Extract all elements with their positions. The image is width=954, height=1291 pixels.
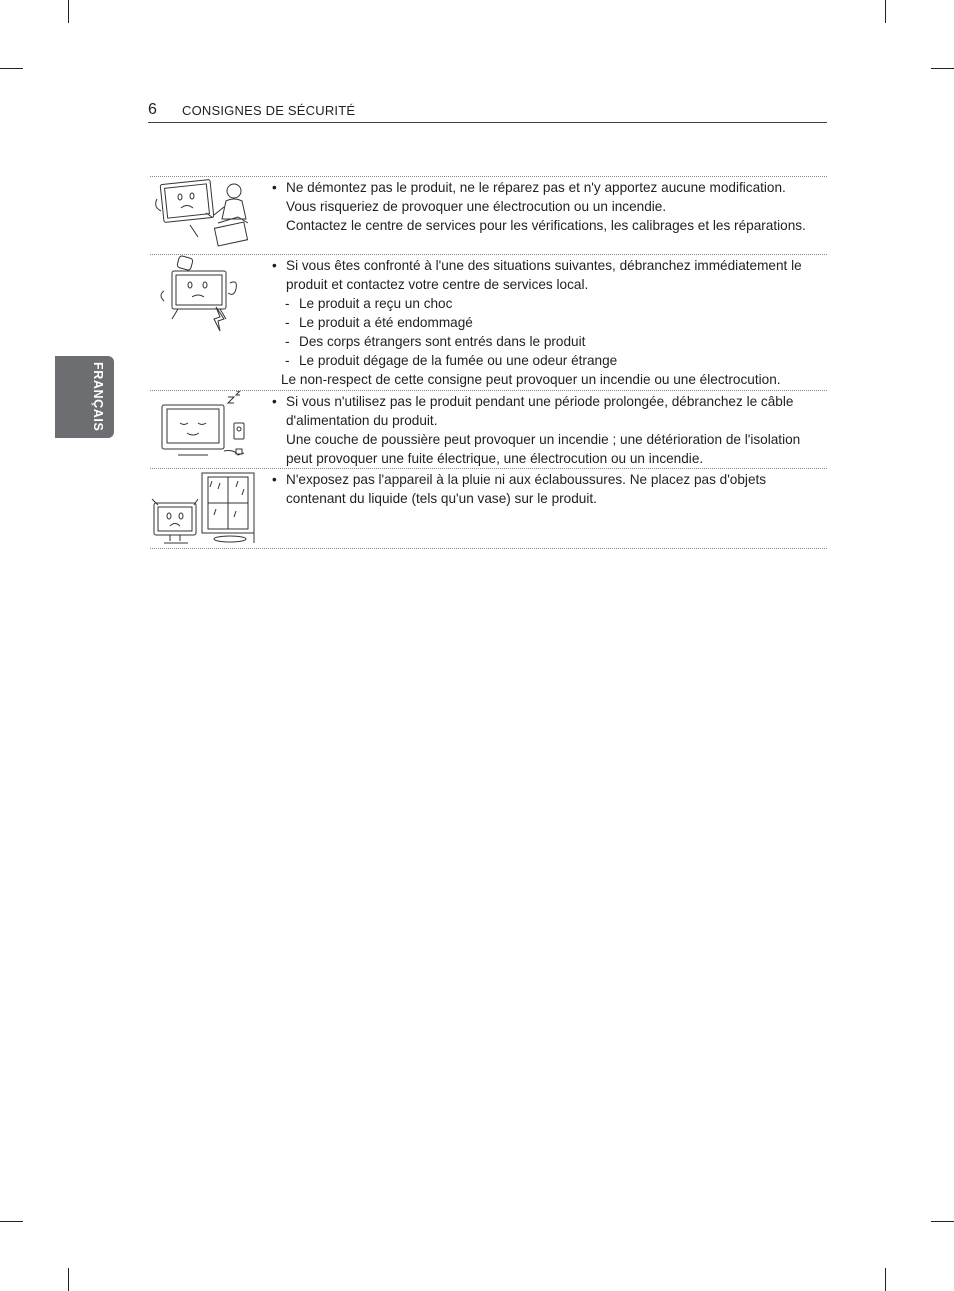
- sleeping-tv-icon: [150, 391, 260, 468]
- bullet-item: [270, 470, 817, 508]
- crop-mark: [885, 0, 886, 23]
- tv-rain-illustration: [150, 469, 260, 548]
- language-label: FRANÇAIS: [91, 362, 105, 432]
- paragraph: Contactez le centre de services pour les vérifications, les calibrages et les réparations.: [286, 218, 806, 233]
- bullet-mark: •: [272, 180, 277, 195]
- page-header: [148, 100, 827, 123]
- crop-mark: [68, 1268, 69, 1291]
- bullet-mark: •: [272, 258, 277, 273]
- safety-text: [270, 392, 817, 468]
- crop-mark: [931, 1221, 954, 1222]
- warning-note: Le non-respect de cette consigne peut provoquer un incendie ou une électrocution.: [281, 372, 781, 387]
- crop-mark: [68, 0, 69, 23]
- dash-mark: -: [285, 353, 290, 368]
- safety-text: [270, 178, 817, 235]
- safety-row-emergency: [150, 255, 827, 391]
- bullet-item: [270, 178, 817, 235]
- dash-item: [270, 351, 817, 370]
- paragraph: Ne démontez pas le produit, ne le réparez pas et n'y apportez aucune modification.: [286, 180, 786, 195]
- bullet-item: [270, 392, 817, 468]
- dash-item-text: Le produit dégage de la fumée ou une odeur étrange: [299, 353, 618, 368]
- crop-mark: [0, 1221, 23, 1222]
- safety-row-disassembly: [150, 177, 827, 255]
- section-title: CONSIGNES DE SÉCURITÉ: [182, 103, 356, 118]
- dash-item-text: Des corps étrangers sont entrés dans le produit: [299, 334, 586, 349]
- paragraph: Si vous êtes confronté à l'une des situations suivantes, débranchez immédiatement le produit et contactez votre centre de services local.: [286, 258, 802, 292]
- bullet-mark: •: [272, 472, 277, 487]
- crop-mark: [885, 1268, 886, 1291]
- paragraph: Si vous n'utilisez pas le produit pendant une période prolongée, débranchez le câble d'alimentation du produit.: [286, 394, 794, 428]
- safety-table: [150, 176, 827, 549]
- language-tab: [55, 356, 114, 438]
- page-number: 6: [148, 101, 157, 118]
- safety-text: [270, 470, 817, 508]
- tv-disassembly-icon: [150, 177, 260, 254]
- dash-mark: -: [285, 315, 290, 330]
- dash-item: [270, 332, 817, 351]
- tv-disassembly-illustration: [150, 177, 260, 254]
- paragraph: N'exposez pas l'appareil à la pluie ni aux éclaboussures. Ne placez pas d'objets contenant du liquide (tels qu'un vase) sur le produit.: [286, 472, 767, 506]
- tv-smoke-icon: [150, 255, 260, 335]
- bullet-item: [270, 256, 817, 294]
- tv-unplug-illustration: [150, 391, 260, 468]
- crop-mark: [931, 68, 954, 69]
- dash-item: [270, 313, 817, 332]
- dash-mark: -: [285, 296, 290, 311]
- tv-smoke-illustration: [150, 255, 260, 390]
- paragraph: Une couche de poussière peut provoquer un incendie ; une détérioration de l'isolation peut provoquer une fuite électrique, une électrocution ou un incendie.: [286, 432, 801, 466]
- paragraph: Vous risqueriez de provoquer une électrocution ou un incendie.: [286, 199, 667, 214]
- dash-item-text: Le produit a été endommagé: [299, 315, 473, 330]
- rainy-window-tv-icon: [150, 469, 260, 548]
- dash-item: [270, 294, 817, 313]
- crop-mark: [0, 68, 23, 69]
- safety-row-unplug: [150, 391, 827, 469]
- bullet-mark: •: [272, 394, 277, 409]
- safety-row-rain: [150, 469, 827, 549]
- dash-item-text: Le produit a reçu un choc: [299, 296, 453, 311]
- safety-text: [270, 256, 817, 389]
- dash-mark: -: [285, 334, 290, 349]
